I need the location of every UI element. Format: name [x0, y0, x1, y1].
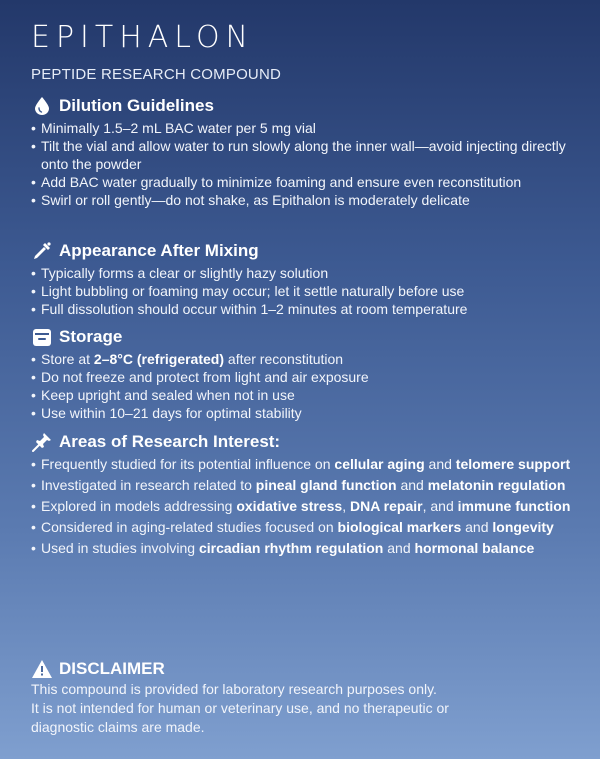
list-item: • Add BAC water gradually to minimize foaming and ensure even reconstitution — [31, 173, 579, 191]
list-item: • Swirl or roll gently—do not shake, as Epithalon is moderately delicate — [31, 191, 579, 209]
list-item: • Typically forms a clear or slightly hazy solution — [31, 264, 579, 282]
pipette-icon — [31, 241, 53, 261]
list-item: • Keep upright and sealed when not in use — [31, 386, 579, 404]
section-dilution-heading — [31, 95, 579, 117]
brand-title: EPITHALON — [31, 20, 254, 55]
warning-icon — [31, 659, 53, 679]
list-item: • Do not freeze and protect from light and air exposure — [31, 368, 579, 386]
section-appearance-heading — [31, 240, 579, 262]
list-item: • Minimally 1.5–2 mL BAC water per 5 mg vial — [31, 119, 579, 137]
section-dilution — [31, 95, 579, 209]
list-item: • Full dissolution should occur within 1–2 minutes at room temperature — [31, 300, 579, 318]
list-item: • Considered in aging-related studies focused on biological markers and longevity — [31, 518, 579, 536]
section-disclaimer-title: DISCLAIMER — [59, 659, 165, 678]
subtitle: PEPTIDE RESEARCH COMPOUND — [31, 66, 282, 83]
section-disclaimer — [31, 658, 579, 737]
list-item: • Light bubbling or foaming may occur; let it settle naturally before use — [31, 282, 579, 300]
section-research-heading — [31, 431, 579, 453]
section-appearance-title: Appearance After Mixing — [59, 241, 259, 260]
list-item: • Frequently studied for its potential influence on cellular aging and telomere support — [31, 455, 579, 473]
list-item: • Used in studies involving circadian rhythm regulation and hormonal balance — [31, 539, 579, 557]
section-research — [31, 431, 579, 557]
list-item: • Tilt the vial and allow water to run slowly along the inner wall—avoid injecting directly onto the powder — [31, 137, 579, 173]
list-item: • Explored in models addressing oxidative stress, DNA repair, and immune function — [31, 497, 579, 515]
pushpin-icon — [31, 432, 53, 452]
disclaimer-text: This compound is provided for laboratory research purposes only. It is not intended for human or veterinary use, and no therapeutic or diagnostic claims are made. — [31, 681, 449, 735]
section-storage-title: Storage — [59, 327, 123, 346]
section-research-title: Areas of Research Interest: — [59, 432, 281, 451]
droplet-icon — [31, 96, 53, 116]
section-dilution-title: Dilution Guidelines — [59, 96, 214, 115]
section-disclaimer-heading — [31, 658, 579, 680]
storage-box-icon — [31, 327, 53, 347]
list-item: • Use within 10–21 days for optimal stability — [31, 404, 579, 422]
section-storage-heading — [31, 326, 579, 348]
section-storage — [31, 326, 579, 422]
list-item: • Store at 2–8°C (refrigerated) after reconstitution — [31, 350, 579, 368]
list-item: • Investigated in research related to pineal gland function and melatonin regulation — [31, 476, 579, 494]
section-appearance — [31, 240, 579, 318]
